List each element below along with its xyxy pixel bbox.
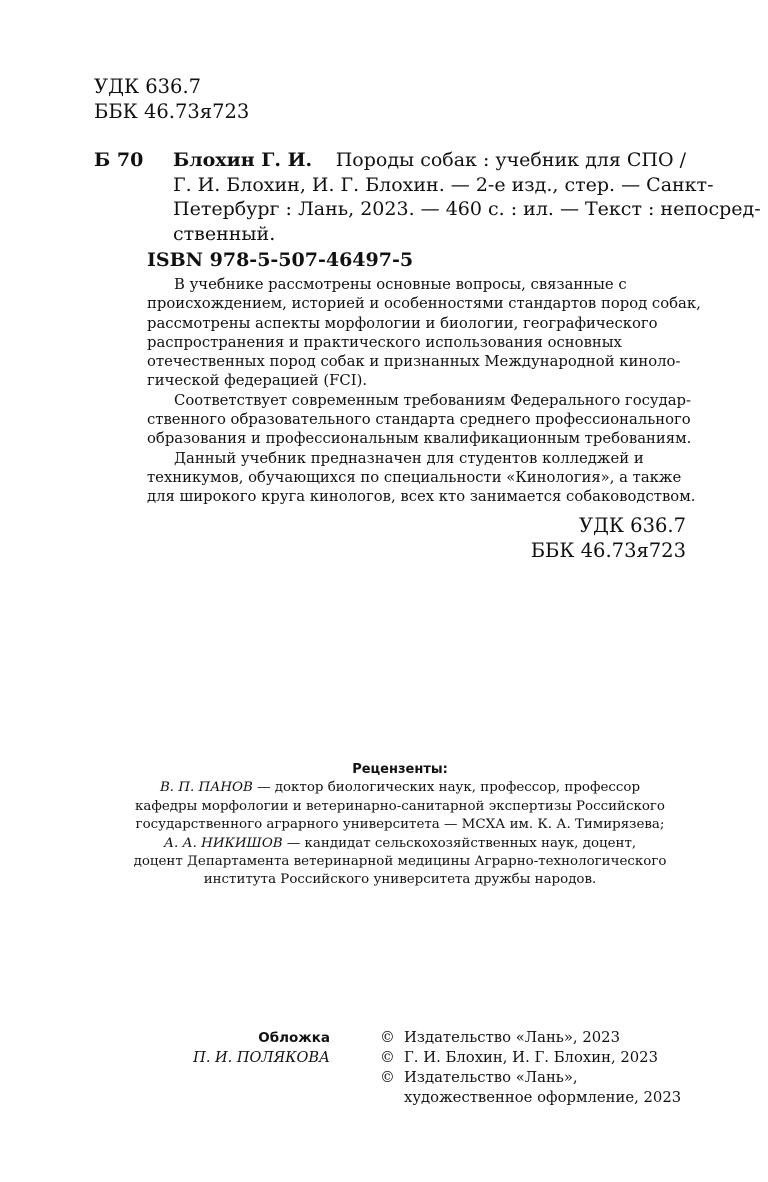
annotation-line: распространения и практического использования основных [147,333,622,351]
copyright-row [380,1048,700,1068]
copyright-text: Издательство «Лань», 2023 [404,1029,620,1046]
annotation-line: образования и профессиональным квалификационным требованиям. [147,430,692,448]
copyright-text: Г. И. Блохин, И. Г. Блохин, 2023 [404,1049,659,1066]
copyright-text: художественное оформление, 2023 [404,1089,682,1106]
reviewer-name: В. П. ПАНОВ [159,780,253,796]
copyright-text: Издательство «Лань», [404,1069,578,1086]
biblio-line: Г. И. Блохин, И. Г. Блохин. — 2-е изд., стер. — Санкт- [173,173,714,196]
reviewer-line [110,779,690,797]
biblio-line: ственный. [173,222,276,245]
biblio-line [173,148,686,173]
annotation-line: В учебнике рассмотрены основные вопросы, связанные с [174,276,627,293]
reviewer-line: государственного аграрного университета — МСХА им. К. А. Тимирязева; [135,817,665,833]
udk-code: УДК 636.7 [578,514,686,537]
reviewer-credentials: — кандидат сельскохозяйственных наук, доцент, [282,835,637,851]
copyright-indent [380,1088,404,1108]
annotation-line: Данный учебник предназначен для студентов колледжей и [174,449,644,467]
catalog-code: Б 70 [94,149,144,171]
annotation-line: происхождением, историей и особенностями стандартов пород собак, [147,295,701,313]
copyright-notices [380,1028,700,1108]
udk-code: УДК 636.7 [94,75,202,98]
reviewer-line: института Российского университета дружбы народов. [203,872,597,888]
reviewers-title: Рецензенты: [352,762,448,777]
cover-label: Обложка [258,1030,330,1046]
annotation-line: отечественных пород собак и признанных Международной киноло- [147,353,681,371]
reviewer-line [110,835,690,853]
author-heading: Блохин Г. И. [173,149,313,171]
bbk-code: ББК 46.73я723 [530,539,686,562]
annotation-line: для широкого круга кинологов, всех кто занимается собаководством. [147,488,696,506]
isbn: ISBN 978-5-507-46497-5 [147,249,414,271]
classification-top [94,74,249,124]
annotation-line: Соответствует современным требованиям Федерального государ- [174,391,691,409]
copyright-row [380,1068,700,1088]
bbk-code: ББК 46.73я723 [94,100,250,123]
annotation-line: техникумов, обучающихся по специальности «Кинология», а также [147,468,682,486]
copyright-icon: © [380,1029,395,1046]
bibliographic-record [173,148,761,246]
classification-bottom [531,513,686,563]
annotation-line: гической федерацией (FCI). [147,372,368,390]
title-statement: Породы собак : учебник для СПО / [335,149,686,171]
reviewer-line: кафедры морфологии и ветеринарно-санитарной экспертизы Российского [135,798,665,814]
reviewer-name: А. А. НИКИШОВ [163,835,283,851]
reviewer-line: доцент Департамента ветеринарной медицины Аграрно-технологического [133,854,667,870]
annotation [147,275,701,507]
copyright-row [380,1028,700,1048]
copyright-icon: © [380,1049,395,1066]
copyright-row [380,1088,700,1108]
annotation-line: ственного образовательного стандарта среднего профессионального [147,411,691,429]
reviewers [110,761,690,890]
copyright-icon: © [380,1069,395,1086]
cover-credit [140,1028,330,1068]
reviewer-credentials: — доктор биологических наук, профессор, профессор [252,780,641,796]
biblio-line: Петербург : Лань, 2023. — 460 с. : ил. — Текст : непосред- [173,198,761,220]
annotation-line: рассмотрены аспекты морфологии и биологии, географического [147,314,658,332]
cover-designer: П. И. ПОЛЯКОВА [193,1050,330,1066]
